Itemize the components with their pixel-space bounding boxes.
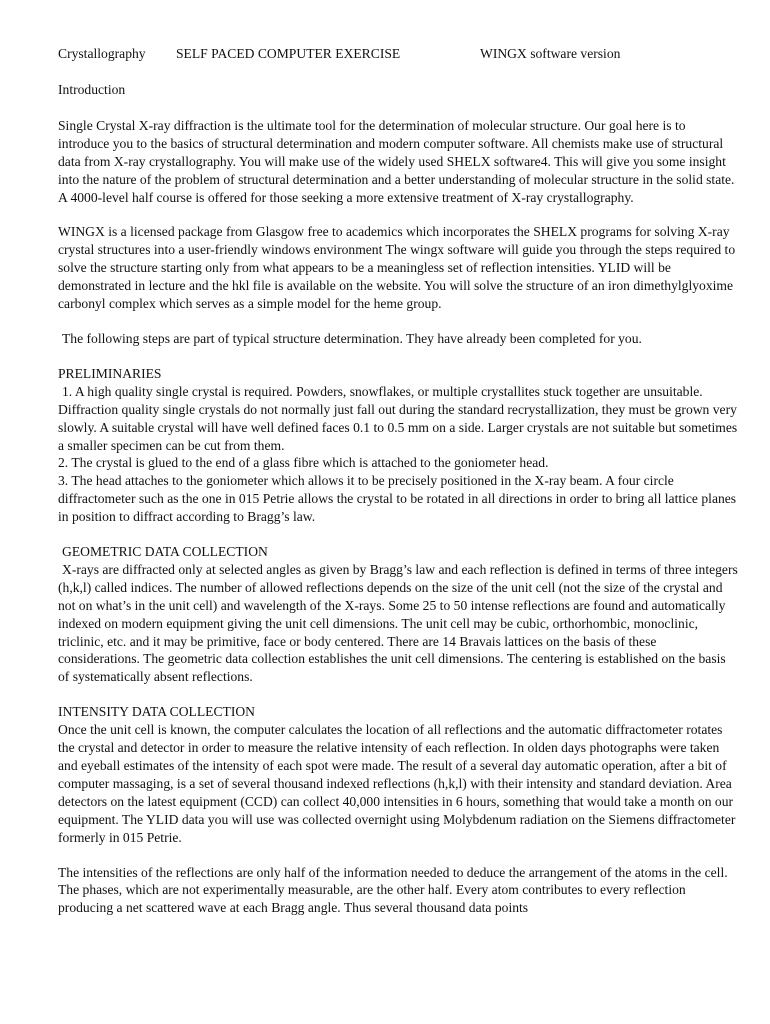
preliminaries-item-3: 3. The head attaches to the goniometer which allows it to be precisely positioned in the X-ray beam. A four circle diffractometer such as the one in 015 Petrie allows the crystal to be rotated in all directions in order to bring all lattice planes in position to diffract according to Bragg’s law. [58, 473, 737, 525]
software-version: WINGX software version [480, 46, 621, 61]
intro-paragraph-2: WINGX is a licensed package from Glasgow free to academics which incorporates the SHELX programs for solving X-ray crystal structures into a user-friendly windows environment The wingx software will guide you through the steps required to solve the structure starting only from what appears to be a meaningless set of reflection intensities. YLID will be demonstrated in lecture and the hkl file is available on the website. You will solve the structure of an iron dimethylglyoxime carbonyl complex which serves as a simple model for the heme group. [58, 224, 736, 312]
geometric-paragraph: X-rays are diffracted only at selected angles as given by Bragg’s law and each reflection is defined in terms of three integers (h,k,l) called indices. The number of allowed reflections depends on the size of the unit cell (not the size of the crystal and not on what’s in the unit cell) and wavelength of the X-rays. Some 25 to 50 intense reflections are found and automatically indexed on modern equipment giving the unit cell dimensions. The unit cell may be cubic, orthorhombic, monoclinic, triclinic, etc. and it may be primitive, face or body centered. There are 14 Bravais lattices on the basis of these considerations. The geometric data collection establishes the unit cell dimensions. The centering is established on the basis of systematically absent reflections. [58, 561, 738, 685]
course-title: Crystallography [58, 46, 146, 61]
intro-paragraph-1: Single Crystal X-ray diffraction is the ultimate tool for the determination of molecular structure. Our goal here is to introduce you to the basics of structural determination and modern computer software. All chemists make use of structural data from X-ray crystallography. You will make use of the widely used SHELX software4. This will give you some insight into the nature of the problem of structural determination and a better understanding of molecular structure in the solid state. A 4000-level half course is offered for those seeking a more extensive treatment of X-ray crystallography. [58, 117, 735, 205]
page-header [58, 45, 738, 63]
exercise-title: SELF PACED COMPUTER EXERCISE [176, 46, 401, 61]
intensity-heading: INTENSITY DATA COLLECTION [58, 704, 256, 720]
preliminaries-item-1: 1. A high quality single crystal is required. Powders, snowflakes, or multiple crystallites stuck together are unsuitable. Diffraction quality single crystals do not normally just fall out during the standard recrystallization, they must be grown very slowly. A suitable crystal will have well defined faces 0.1 to 0.5 mm on a side. Larger crystals are not suitable but sometimes a smaller specimen can be cut from them. [58, 383, 738, 453]
preliminaries-item-2: 2. The crystal is glued to the end of a glass fibre which is attached to the goniometer head. [58, 455, 549, 471]
intro-heading: Introduction [58, 82, 126, 97]
intensity-paragraph-1: Once the unit cell is known, the computer calculates the location of all reflections and the automatic diffractometer rotates the crystal and detector in order to measure the relative intensity of each reflection. In olden days photographs were taken and eyeball estimates of the intensity of each spot were made. The result of a several day automatic operation, after a bit of computer massaging, is a set of several thousand indexed reflections (h,k,l) with their intensity and standard deviation. Area detectors on the latest equipment (CCD) can collect 40,000 intensities in 6 hours, something that would take a month on our equipment. The YLID data you will use was collected overnight using Molybdenum radiation on the Siemens diffractometer formerly in 015 Petrie. [58, 722, 736, 845]
preliminaries-heading: PRELIMINARIES [58, 365, 162, 381]
document-page [58, 45, 738, 917]
intensity-paragraph-2: The intensities of the reflections are only half of the information needed to deduce the arrangement of the atoms in the cell. The phases, which are not experimentally measurable, are the other half. Every atom contributes to every reflection producing a net scattered wave at each Bragg angle. Thus several thousand data points [58, 864, 728, 916]
geometric-heading: GEOMETRIC DATA COLLECTION [62, 544, 268, 560]
intro-paragraph-3: The following steps are part of typical structure determination. They have already been completed for you. [62, 330, 642, 346]
